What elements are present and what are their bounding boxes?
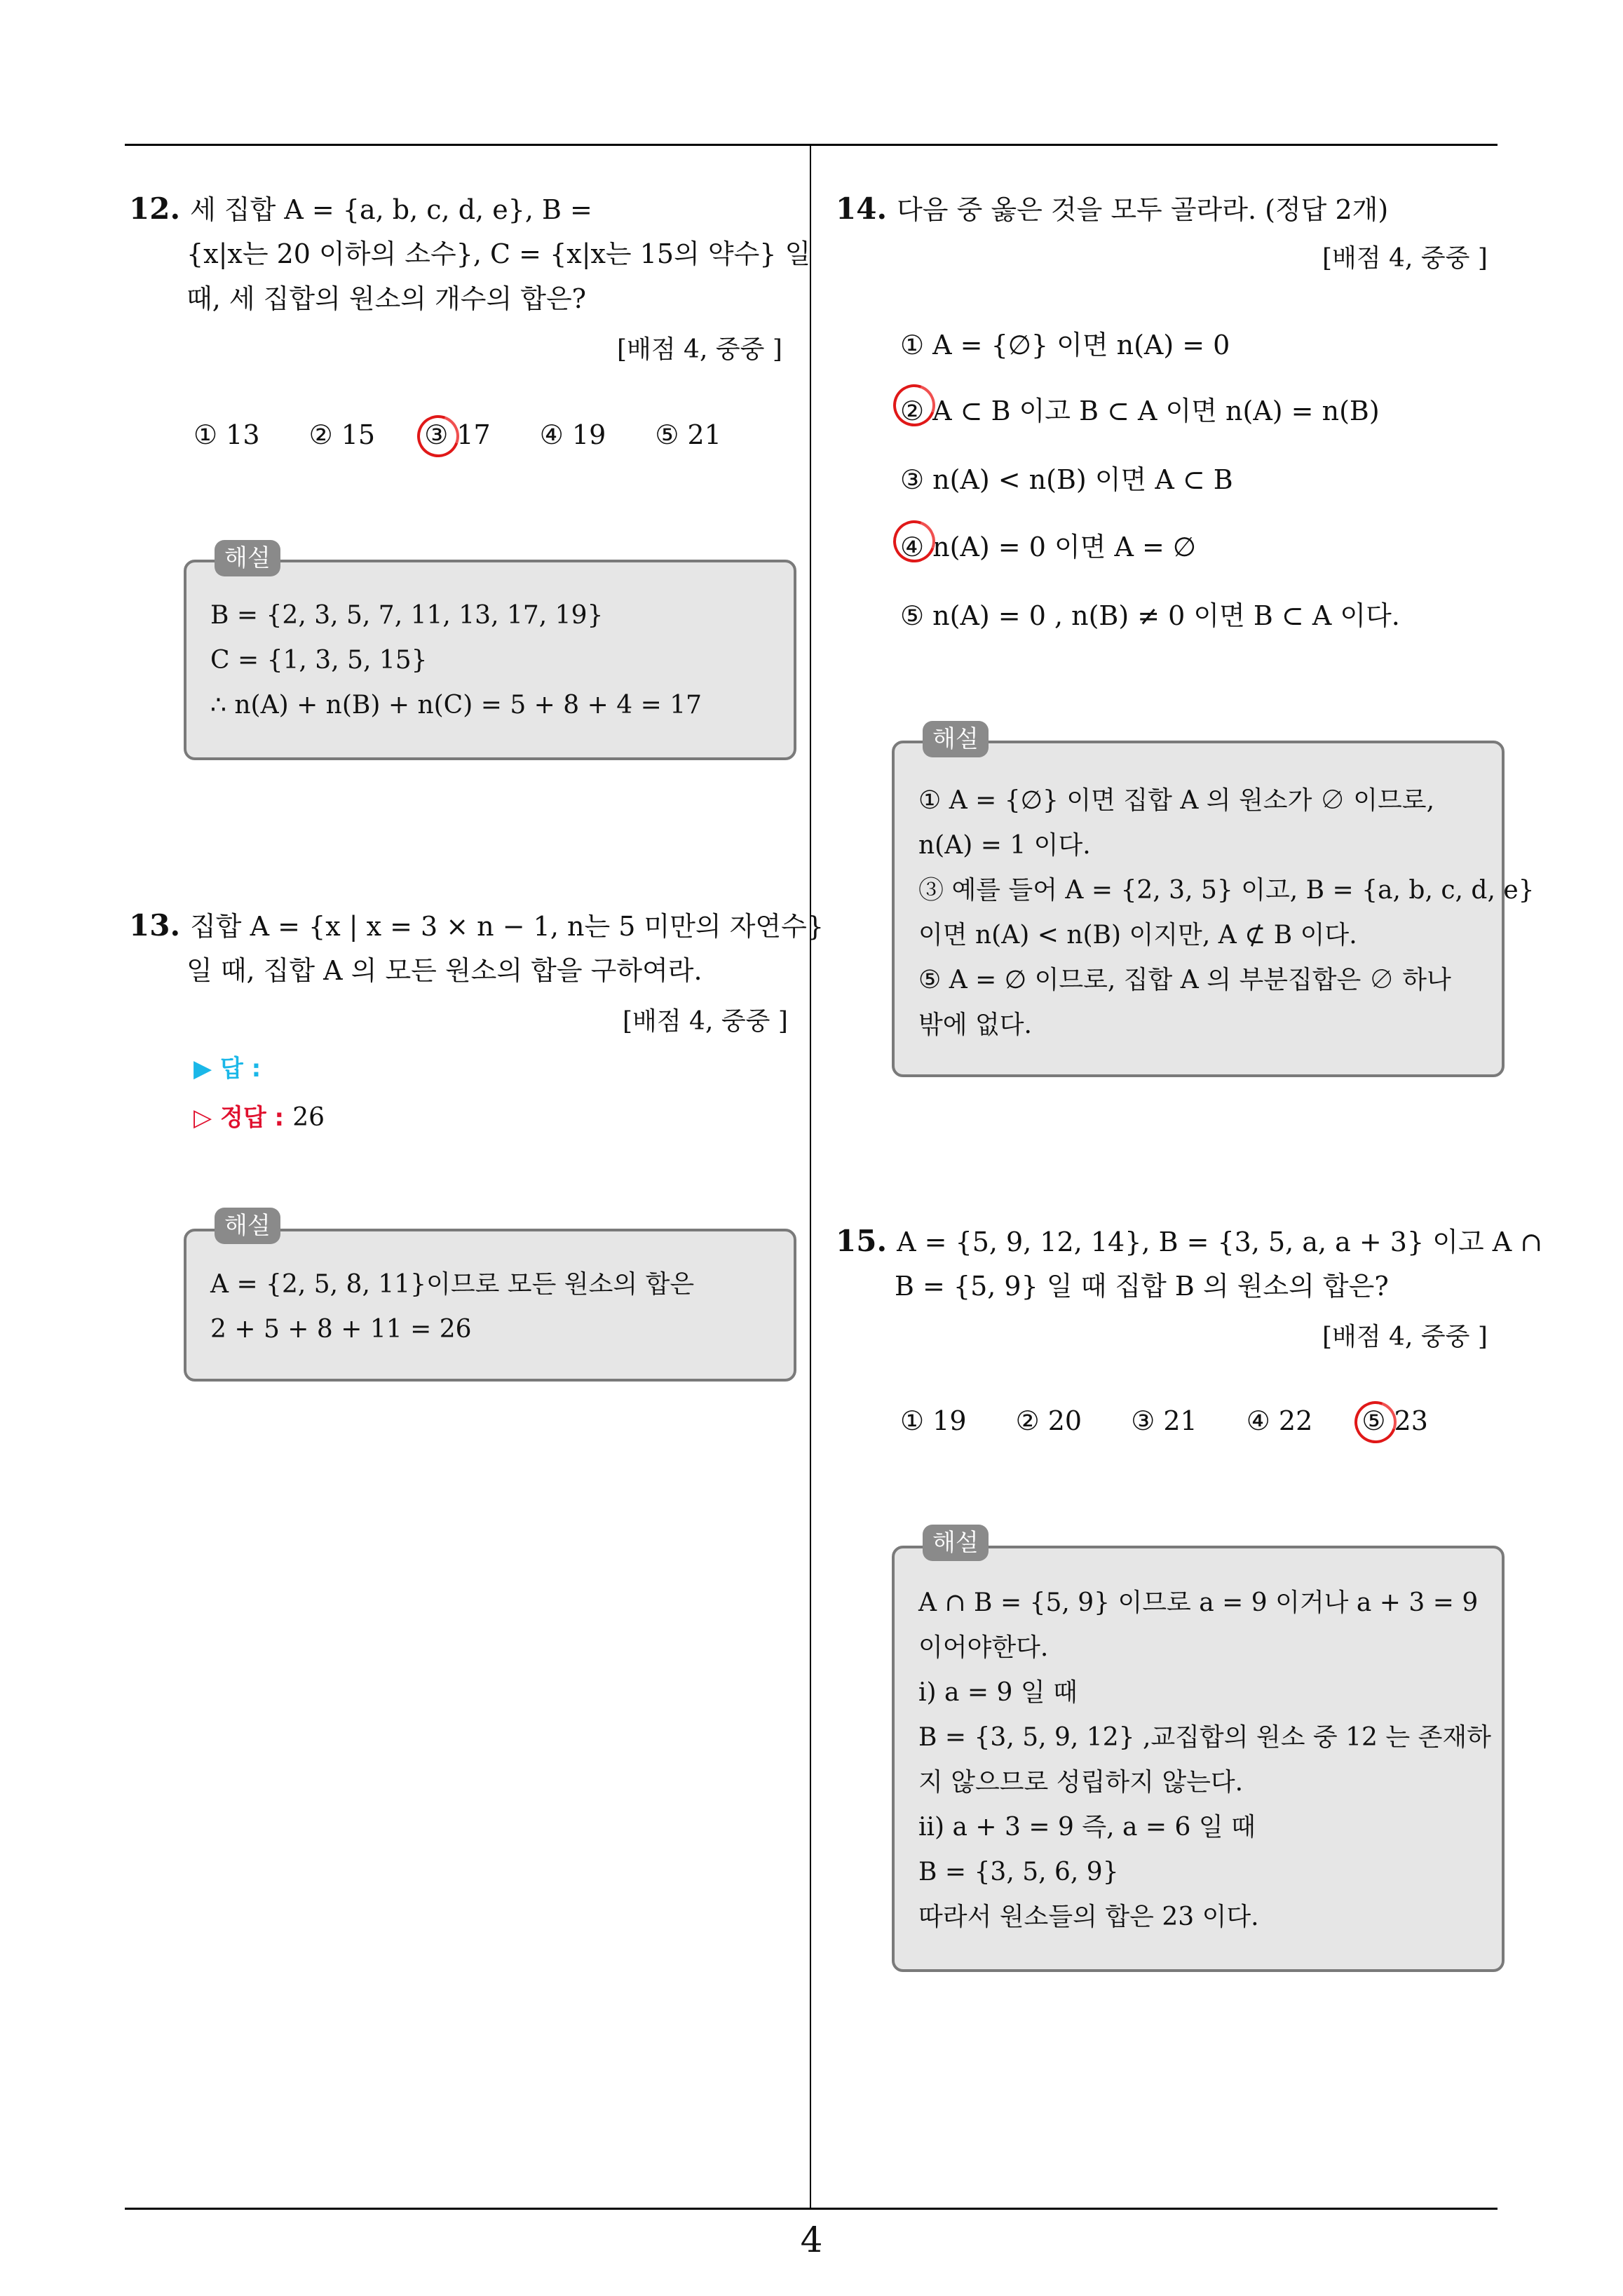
solution-line: 이면 n(A) < n(B) 이지만, A ⊄ B 이다.: [918, 921, 1357, 950]
solution-line: B = {2, 3, 5, 7, 11, 13, 17, 19}: [210, 601, 604, 630]
solution-tag: 해설: [215, 1208, 280, 1244]
choice-list: [900, 1405, 1469, 1436]
solution-line: B = {3, 5, 6, 9}: [918, 1858, 1119, 1886]
choice-1[interactable]: ① A = {∅} 이면 n(A) = 0: [900, 330, 1230, 360]
solution-line: 이어야한다.: [918, 1633, 1049, 1662]
solution-tag: 해설: [215, 540, 280, 576]
page-number: 4: [800, 2220, 823, 2260]
solution-line: ③ 예를 들어 A = {2, 3, 5} 이고, B = {a, b, c, d, e}: [918, 876, 1535, 905]
solution-line: ∴ n(A) + n(B) + n(C) = 5 + 8 + 4 = 17: [210, 691, 702, 720]
question-text: 집합 A = {x | x = 3 × n − 1, n는 5 미만의 자연수}: [190, 911, 824, 942]
choice-1[interactable]: ① 13: [193, 419, 260, 450]
solution-line: n(A) = 1 이다.: [918, 831, 1091, 860]
solution-line: 따라서 원소들의 합은 23 이다.: [918, 1903, 1259, 1931]
solution-line: ⅰ) a = 9 일 때: [918, 1678, 1078, 1707]
question-text: 다음 중 옳은 것을 모두 골라라. (정답 2개): [897, 194, 1389, 225]
top-rule: [125, 144, 1498, 146]
choice-5[interactable]: ⑤ n(A) = 0 , n(B) ≠ 0 이면 B ⊂ A 이다.: [900, 600, 1400, 631]
solution-line: 지 않으므로 성립하지 않는다.: [918, 1768, 1244, 1797]
solution-line: 2 + 5 + 8 + 11 = 26: [210, 1315, 472, 1344]
choice-2[interactable]: ② 15: [308, 419, 376, 450]
choice-5[interactable]: ⑤ 21: [655, 419, 721, 450]
question-text: A = {5, 9, 12, 14}, B = {3, 5, a, a + 3} 이고 A ∩: [897, 1227, 1543, 1257]
score-meta: [배점 4, 중중 ]: [617, 335, 782, 364]
choice-3[interactable]: ③ n(A) < n(B) 이면 A ⊂ B: [900, 464, 1233, 495]
question-number: 12.: [129, 191, 181, 226]
solution-line: ⅱ) a + 3 = 9 즉, a = 6 일 때: [918, 1813, 1256, 1842]
solution-line: ⑤ A = ∅ 이므로, 집합 A 의 부분집합은 ∅ 하나: [918, 966, 1451, 994]
solution-box: [892, 741, 1535, 1077]
choice-5-selected[interactable]: ⑤ 23: [1361, 1405, 1428, 1436]
choice-3[interactable]: ③ 21: [1131, 1405, 1197, 1436]
question-text: 일 때, 집합 A 의 모든 원소의 합을 구하여라.: [186, 955, 702, 986]
solution-line: 밖에 없다.: [918, 1011, 1032, 1039]
solution-tag: 해설: [923, 721, 989, 757]
solution-box: [892, 1546, 1505, 1972]
solution-line: A ∩ B = {5, 9} 이므로 a = 9 이거나 a + 3 = 9: [918, 1588, 1479, 1617]
choice-list: [193, 419, 762, 450]
choice-1[interactable]: ① 19: [900, 1405, 967, 1436]
solution-box: [184, 560, 796, 760]
solution-box: [184, 1229, 796, 1382]
choice-3-selected[interactable]: ③ 17: [424, 419, 491, 450]
choice-4[interactable]: ④ 19: [539, 419, 606, 450]
question-number: 14.: [836, 191, 888, 226]
question-text: 세 집합 A = {a, b, c, d, e}, B =: [190, 194, 592, 225]
score-meta: [배점 4, 중중 ]: [1322, 1323, 1488, 1351]
column-divider: [810, 145, 811, 2208]
question-number: 13.: [129, 908, 181, 943]
choice-4[interactable]: ④ 22: [1246, 1405, 1313, 1436]
question-text: {x|x는 20 이하의 소수}, C = {x|x는 15의 약수} 일: [186, 238, 811, 269]
solution-line: C = {1, 3, 5, 15}: [210, 646, 428, 675]
choice-4-selected[interactable]: ④ n(A) = 0 이면 A = ∅: [900, 525, 1196, 569]
question-text: B = {5, 9} 일 때 집합 B 의 원소의 합은?: [895, 1271, 1389, 1302]
choice-2-selected[interactable]: ② A ⊂ B 이고 B ⊂ A 이면 n(A) = n(B): [900, 389, 1380, 433]
solution-tag: 해설: [923, 1525, 989, 1561]
question-text: 때, 세 집합의 원소의 개수의 합은?: [186, 283, 587, 314]
solution-line: ① A = {∅} 이면 집합 A 의 원소가 ∅ 이므로,: [918, 786, 1435, 815]
answer-input-label[interactable]: ▶ 답 :: [193, 1055, 262, 1083]
score-meta: [배점 4, 중중 ]: [1322, 244, 1488, 273]
score-meta: [배점 4, 중중 ]: [623, 1007, 788, 1036]
solution-line: B = {3, 5, 9, 12} ,교집합의 원소 중 12 는 존재하: [918, 1723, 1491, 1752]
correct-answer: ▷ 정답 : 26: [193, 1103, 325, 1132]
bottom-rule: [125, 2208, 1498, 2210]
choice-2[interactable]: ② 20: [1015, 1405, 1082, 1436]
question-number: 15.: [836, 1224, 888, 1258]
solution-line: A = {2, 5, 8, 11}이므로 모든 원소의 합은: [210, 1270, 695, 1299]
